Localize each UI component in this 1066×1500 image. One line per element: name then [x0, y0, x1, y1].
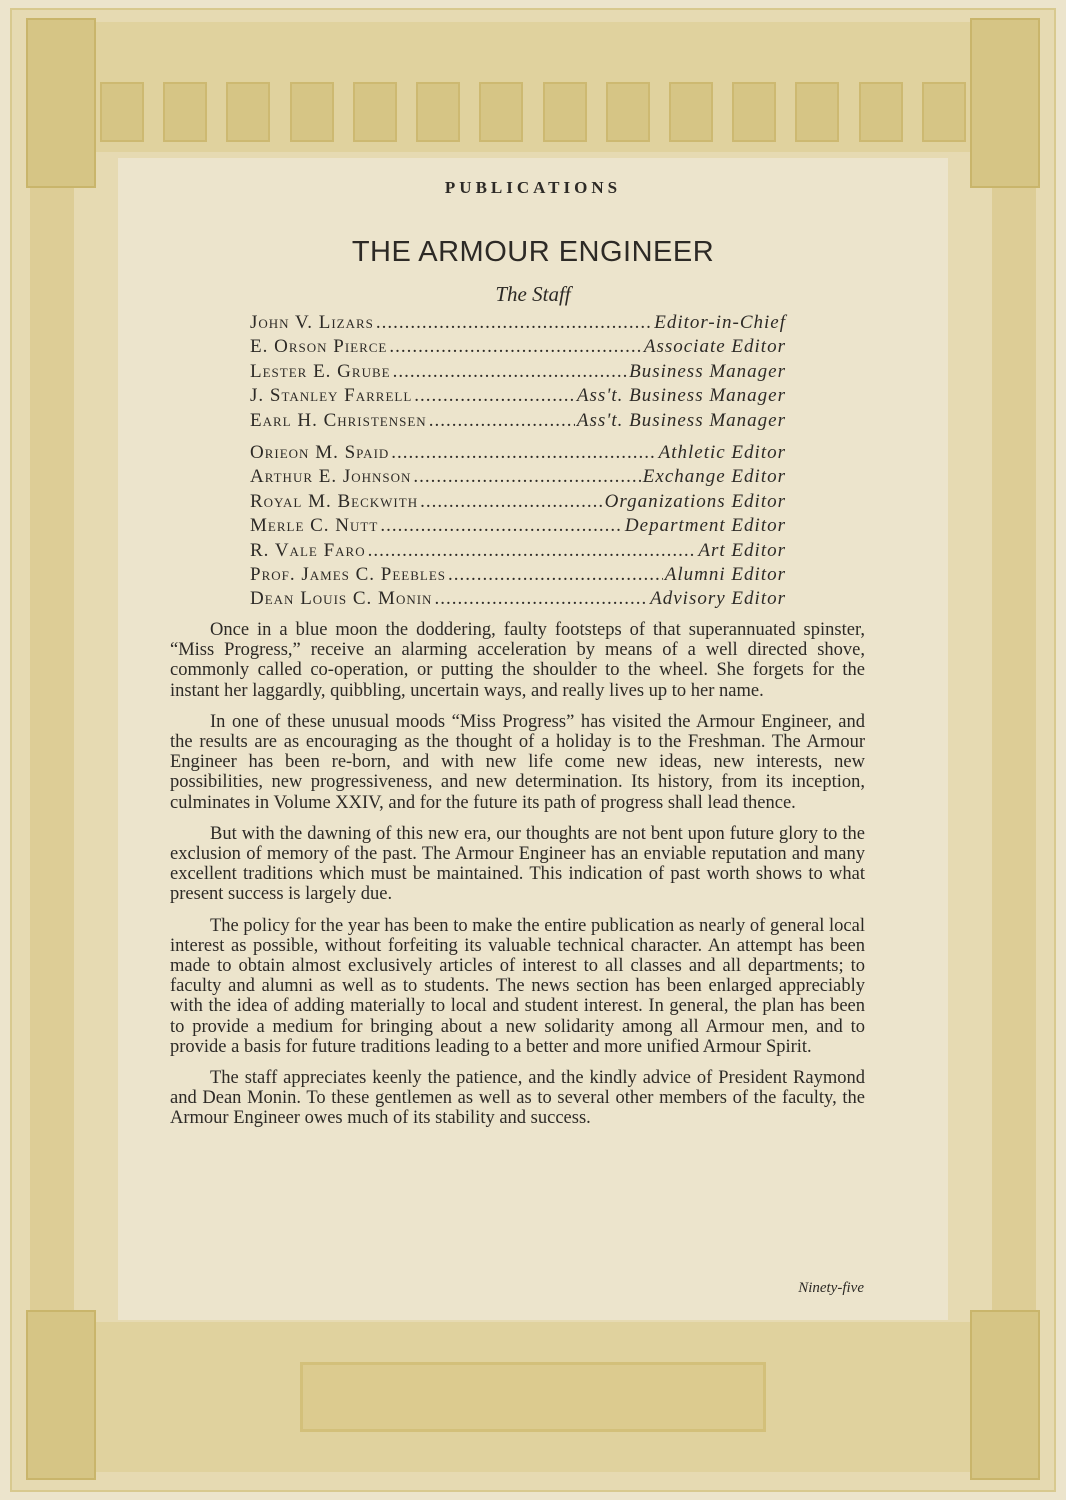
staff-row — [250, 540, 786, 564]
top-ornament-pillars — [100, 82, 966, 142]
right-ornament-column — [992, 30, 1036, 1470]
body-paragraph: Once in a blue moon the doddering, faulty footsteps of that superannuated spinster, “Miss Progress,” receive an alarming acceleration by means of a well directed shove, commonly called co-operation, or putting the shoulder to the wheel. She forgets for the instant her laggardly, quibbling, uncertain ways, and really lives up to her name. — [170, 620, 865, 701]
ornament-pillar — [226, 82, 270, 142]
staff-role: Associate Editor — [643, 336, 786, 358]
ornament-pillar — [479, 82, 523, 142]
ornament-pillar — [416, 82, 460, 142]
leader-dots — [414, 385, 575, 407]
staff-role: Art Editor — [698, 539, 786, 561]
leader-dots — [429, 410, 575, 432]
leader-dots — [434, 588, 648, 610]
staff-name: E. Orson Pierce — [250, 336, 388, 358]
staff-row — [250, 385, 786, 409]
staff-role: Business Manager — [629, 360, 786, 382]
leader-dots — [376, 312, 652, 334]
article-title: THE ARMOUR ENGINEER — [351, 236, 715, 268]
body-paragraph: The policy for the year has been to make the entire publication as nearly of general local interest as possible, without forfeiting its valuable technical character. An attempt has been made to obtain almost exclusively articles of interest to all classes and all departments; to faculty and alumni as well as to students. The news section has been enlarged appreciably with the idea of adding materially to local and student interest. In general, the plan has been to provide a medium for bringing about a new solidarity among all Armour men, and to provide a basis for future traditions leading to a better and more unified Armour Spirit. — [170, 915, 865, 1057]
leader-dots — [389, 336, 641, 358]
ornament-pillar — [163, 82, 207, 142]
staff-name: Merle C. Nutt — [250, 515, 379, 537]
staff-name: Orieon M. Spaid — [250, 441, 390, 463]
staff-row — [250, 515, 786, 539]
staff-name: Prof. James C. Peebles — [250, 563, 447, 585]
ornament-pillar — [290, 82, 334, 142]
staff-row — [250, 466, 786, 490]
leader-dots — [420, 491, 603, 513]
staff-row — [250, 410, 786, 434]
staff-name: Arthur E. Johnson — [250, 466, 412, 488]
staff-row — [250, 312, 786, 336]
section-heading: PUBLICATIONS — [444, 178, 622, 197]
staff-role: Advisory Editor — [650, 588, 786, 610]
ornament-pillar — [859, 82, 903, 142]
article-subtitle: The Staff — [495, 282, 571, 306]
staff-row — [250, 361, 786, 385]
leader-dots — [380, 515, 623, 537]
corner-ornament-bottom-right — [970, 1310, 1040, 1480]
leader-dots — [413, 466, 640, 488]
staff-name: R. Vale Faro — [250, 539, 366, 561]
staff-role: Ass't. Business Manager — [576, 385, 786, 407]
staff-row — [250, 336, 786, 360]
staff-row — [250, 564, 786, 588]
staff-role: Exchange Editor — [642, 466, 786, 488]
staff-name: John V. Lizars — [250, 312, 374, 333]
staff-list — [250, 312, 786, 613]
body-paragraph: But with the dawning of this new era, our thoughts are not bent upon future glory to the exclusion of memory of the past. The Armour Engineer has an enviable reputation and many excellent traditions which must be maintained. This indication of past worth shows to what present success is largely due. — [170, 823, 865, 905]
page-number: Ninety-five — [798, 1280, 864, 1296]
ornament-pillar — [922, 82, 966, 142]
content-panel — [118, 158, 948, 1320]
staff-row — [250, 491, 786, 515]
staff-name: Earl H. Christensen — [250, 409, 427, 431]
staff-name: J. Stanley Farrell — [250, 385, 413, 407]
ornament-pillar — [100, 82, 144, 142]
corner-ornament-top-left — [26, 18, 96, 188]
ornament-pillar — [732, 82, 776, 142]
article-body — [170, 620, 865, 1140]
bottom-ornament-motif — [300, 1362, 766, 1432]
staff-role: Ass't. Business Manager — [576, 409, 786, 431]
leader-dots — [393, 361, 628, 383]
ornament-pillar — [669, 82, 713, 142]
staff-name: Dean Louis C. Monin — [250, 588, 433, 610]
leader-dots — [391, 442, 656, 464]
ornament-pillar — [543, 82, 587, 142]
staff-row — [250, 442, 786, 466]
staff-name: Lester E. Grube — [250, 360, 391, 382]
corner-ornament-bottom-left — [26, 1310, 96, 1480]
staff-role: Department Editor — [624, 515, 786, 537]
left-ornament-column — [30, 30, 74, 1470]
ornament-pillar — [795, 82, 839, 142]
staff-role: Athletic Editor — [658, 441, 786, 463]
staff-name: Royal M. Beckwith — [250, 490, 419, 512]
staff-row — [250, 588, 786, 612]
staff-role: Editor-in-Chief — [654, 312, 786, 333]
ornament-pillar — [353, 82, 397, 142]
leader-dots — [448, 564, 663, 586]
corner-ornament-top-right — [970, 18, 1040, 188]
leader-dots — [368, 540, 697, 562]
body-paragraph: In one of these unusual moods “Miss Progress” has visited the Armour Engineer, and the results are as encouraging as the thought of a holiday is to the Freshman. The Armour Engineer has been re-born, and with new life come new ideas, new interests, new possibilities, new progressiveness, and new determination. Its history, from its inception, culminates in Volume XXIV, and for the future its path of progress shall lead thence. — [170, 711, 865, 813]
body-paragraph: The staff appreciates keenly the patience, and the kindly advice of President Raymond and Dean Monin. To these gentlemen as well as to several other members of the faculty, the Armour Engineer owes much of its stability and success. — [170, 1068, 865, 1129]
staff-role: Alumni Editor — [664, 563, 786, 585]
staff-role: Organizations Editor — [604, 490, 786, 512]
ornament-pillar — [606, 82, 650, 142]
